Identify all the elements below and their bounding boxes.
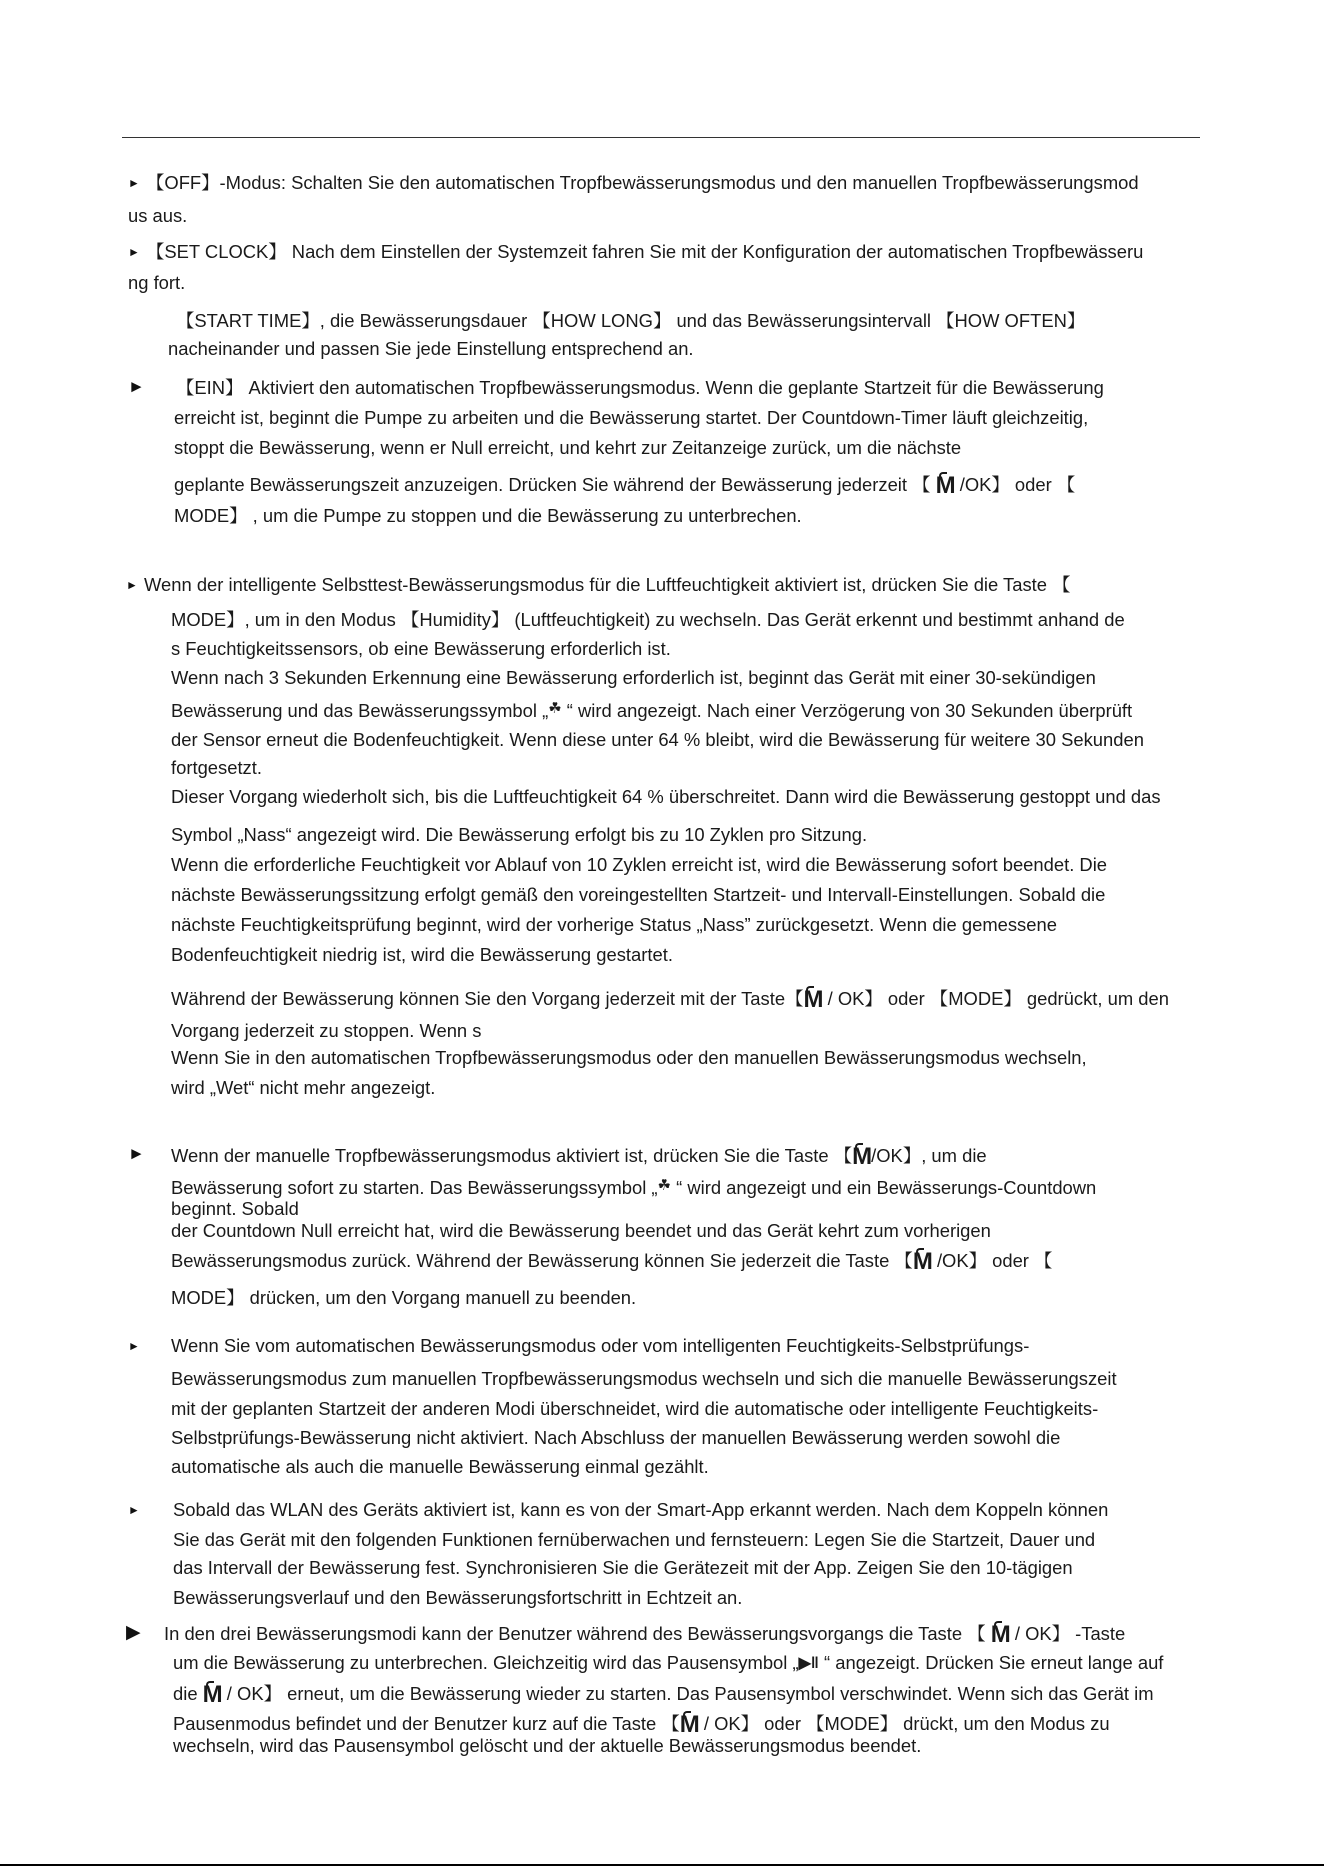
text-line	[171, 698, 1132, 722]
text-line: Wenn nach 3 Sekunden Erkennung eine Bewässerung erforderlich ist, beginnt das Gerät mit einer 30-sekündigen	[171, 667, 1096, 688]
text-segment: /OK】 oder 【	[936, 1250, 1053, 1271]
bullet-marker: ►	[128, 1503, 140, 1517]
bullet-marker: ►	[128, 245, 140, 259]
text-segment: geplante Bewässerungszeit anzuzeigen. Drücken Sie während der Bewässerung jederzeit 【	[174, 474, 931, 495]
text-line	[174, 472, 1076, 499]
mode-ok-key-icon: M	[912, 1248, 932, 1275]
text-segment: /OK】 oder 【	[959, 474, 1076, 495]
text-line	[173, 1681, 1154, 1708]
text-line: wird „Wet“ nicht mehr angezeigt.	[171, 1077, 436, 1098]
text-line	[171, 1175, 1096, 1199]
watering-can-icon: ☘	[548, 700, 562, 717]
text-line	[171, 1143, 987, 1170]
text-line	[171, 986, 1169, 1013]
mode-ok-key-icon: M	[803, 986, 823, 1013]
text-segment: / OK】 oder 【MODE】 drückt, um den Modus zu	[703, 1713, 1110, 1734]
bullet-marker: ►	[128, 377, 145, 396]
text-line: s Feuchtigkeitssensors, ob eine Bewässerung erforderlich ist.	[171, 638, 671, 659]
text-segment: Bewässerung und das Bewässerungssymbol „	[171, 700, 549, 721]
text-line: Bewässerungsmodus zum manuellen Tropfbewässerungsmodus wechseln und sich die manuelle Bewässerungszeit	[171, 1368, 1117, 1389]
text-line: automatische als auch die manuelle Bewässerung einmal gezählt.	[171, 1456, 709, 1477]
text-line	[171, 1248, 1053, 1275]
mode-ok-key-icon: M	[202, 1681, 222, 1708]
text-line: 【EIN】 Aktiviert den automatischen Tropfbewässerungsmodus. Wenn die geplante Startzeit für die Bewässerung	[176, 377, 1104, 398]
text-segment: In den drei Bewässerungsmodi kann der Benutzer während des Bewässerungsvorgangs die Taste 【	[164, 1623, 986, 1644]
text-line: erreicht ist, beginnt die Pumpe zu arbeiten und die Bewässerung startet. Der Countdown-Timer läuft gleichzeitig,	[174, 407, 1089, 428]
header-rule	[122, 137, 1200, 138]
text-segment: Pausenmodus befindet und der Benutzer kurz auf die Taste 【	[173, 1713, 680, 1734]
text-line: ng fort.	[128, 272, 186, 293]
text-line: 【START TIME】, die Bewässerungsdauer 【HOW LONG】 und das Bewässerungsintervall 【HOW OFTEN】	[176, 310, 1086, 331]
text-line: beginnt. Sobald	[171, 1198, 299, 1219]
text-line	[164, 1621, 1126, 1648]
bullet-marker: ►	[128, 176, 140, 190]
text-line: fortgesetzt.	[171, 757, 262, 778]
text-line: das Intervall der Bewässerung fest. Synchronisieren Sie die Gerätezeit mit der App. Zeigen Sie den 10-tägigen	[173, 1557, 1073, 1578]
mode-ok-key-icon: M	[679, 1711, 699, 1738]
text-segment: um die Bewässerung zu unterbrechen. Gleichzeitig wird das Pausensymbol „	[173, 1652, 799, 1673]
text-line: stoppt die Bewässerung, wenn er Null erreicht, und kehrt zur Zeitanzeige zurück, um die nächste	[174, 437, 962, 458]
text-line: Sobald das WLAN des Geräts aktiviert ist, kann es von der Smart-App erkannt werden. Nach dem Koppeln können	[173, 1499, 1109, 1520]
text-line: Wenn der intelligente Selbsttest-Bewässerungsmodus für die Luftfeuchtigkeit aktiviert ist, drücken Sie die Taste 【	[144, 574, 1071, 595]
mode-ok-key-icon: M	[852, 1143, 872, 1170]
text-line: nacheinander und passen Sie jede Einstellung entsprechend an.	[168, 338, 694, 359]
pause-icon: ▶‖	[798, 1655, 819, 1672]
mode-ok-key-icon: M	[990, 1621, 1010, 1648]
text-segment: die	[173, 1683, 198, 1704]
text-line: der Sensor erneut die Bodenfeuchtigkeit. Wenn diese unter 64 % bleibt, wird die Bewässerung für weitere 30 Sekunden	[171, 729, 1144, 750]
bullet-marker: ►	[128, 1339, 140, 1353]
text-line: Wenn Sie in den automatischen Tropfbewässerungsmodus oder den manuellen Bewässerungsmodus wechseln,	[171, 1047, 1087, 1068]
text-line: Wenn die erforderliche Feuchtigkeit vor Ablauf von 10 Zyklen erreicht ist, wird die Bewässerung sofort beendet. Die	[171, 854, 1108, 875]
text-line: Sie das Gerät mit den folgenden Funktionen fernüberwachen und fernsteuern: Legen Sie die Startzeit, Dauer und	[173, 1529, 1096, 1550]
text-line: Vorgang jederzeit zu stoppen. Wenn s	[171, 1020, 482, 1041]
text-line: Bodenfeuchtigkeit niedrig ist, wird die Bewässerung gestartet.	[171, 944, 673, 965]
text-line: Dieser Vorgang wiederholt sich, bis die Luftfeuchtigkeit 64 % überschreitet. Dann wird die Bewässerung gestoppt und das	[171, 786, 1161, 807]
text-line: Symbol „Nass“ angezeigt wird. Die Bewässerung erfolgt bis zu 10 Zyklen pro Sitzung.	[171, 824, 868, 845]
text-segment: / OK】 erneut, um die Bewässerung wieder zu starten. Das Pausensymbol verschwindet. Wenn sich das Gerät im	[226, 1683, 1154, 1704]
text-line: der Countdown Null erreicht hat, wird die Bewässerung beendet und das Gerät kehrt zum vorherigen	[171, 1220, 991, 1241]
text-line: us aus.	[128, 205, 188, 226]
text-segment: / OK】 -Taste	[1014, 1623, 1126, 1644]
text-line: nächste Feuchtigkeitsprüfung beginnt, wird der vorherige Status „Nass” zurückgesetzt. Wenn die gemessene	[171, 914, 1057, 935]
text-segment: Wenn der manuelle Tropfbewässerungsmodus aktiviert ist, drücken Sie die Taste 【	[171, 1145, 853, 1166]
text-line: MODE】 drücken, um den Vorgang manuell zu beenden.	[171, 1287, 637, 1308]
bullet-marker: ▶	[126, 1622, 141, 1643]
text-segment: “ angezeigt. Drücken Sie erneut lange auf	[824, 1652, 1164, 1673]
mode-ok-key-icon: M	[935, 472, 955, 499]
text-line: Selbstprüfungs-Bewässerung nicht aktiviert. Nach Abschluss der manuellen Bewässerung werden sowohl die	[171, 1427, 1061, 1448]
text-line	[173, 1652, 1163, 1675]
text-segment: Bewässerung sofort zu starten. Das Bewässerungssymbol „	[171, 1177, 658, 1198]
text-line: 【OFF】-Modus: Schalten Sie den automatischen Tropfbewässerungsmodus und den manuellen Tropfbewässerungsmod	[146, 172, 1139, 193]
bullet-marker: ►	[126, 578, 138, 592]
text-segment: / OK】 oder 【MODE】 gedrückt, um den	[827, 988, 1169, 1009]
text-line: 【SET CLOCK】 Nach dem Einstellen der Systemzeit fahren Sie mit der Konfiguration der automatischen Tropfbewässeru	[146, 241, 1144, 262]
text-line: Wenn Sie vom automatischen Bewässerungsmodus oder vom intelligenten Feuchtigkeits-Selbstprüfungs-	[171, 1335, 1030, 1356]
text-segment: Bewässerungsmodus zurück. Während der Bewässerung können Sie jederzeit die Taste 【	[171, 1250, 913, 1271]
footer-rule	[0, 1864, 1324, 1866]
text-line: nächste Bewässerungssitzung erfolgt gemäß den voreingestellten Startzeit- und Intervall-Einstellungen. Sobald die	[171, 884, 1106, 905]
text-segment: Während der Bewässerung können Sie den Vorgang jederzeit mit der Taste【	[171, 988, 804, 1009]
text-segment: “ wird angezeigt. Nach einer Verzögerung von 30 Sekunden überprüft	[566, 700, 1133, 721]
text-segment: “ wird angezeigt und ein Bewässerungs-Countdown	[676, 1177, 1097, 1198]
text-segment: /OK】, um die	[871, 1145, 987, 1166]
text-line: MODE】 , um die Pumpe zu stoppen und die Bewässerung zu unterbrechen.	[174, 505, 802, 526]
text-line: wechseln, wird das Pausensymbol gelöscht und der aktuelle Bewässerungsmodus beendet.	[173, 1735, 922, 1756]
bullet-marker: ►	[128, 1144, 145, 1163]
text-line: Bewässerungsverlauf und den Bewässerungsfortschritt in Echtzeit an.	[173, 1587, 743, 1608]
text-line: mit der geplanten Startzeit der anderen Modi überschneidet, wird die automatische oder intelligente Feuchtigkeits-	[171, 1398, 1099, 1419]
watering-can-icon: ☘	[657, 1177, 671, 1194]
text-line	[173, 1711, 1110, 1738]
text-line: MODE】, um in den Modus 【Humidity】 (Luftfeuchtigkeit) zu wechseln. Das Gerät erkennt und bestimmt anhand de	[171, 609, 1125, 630]
